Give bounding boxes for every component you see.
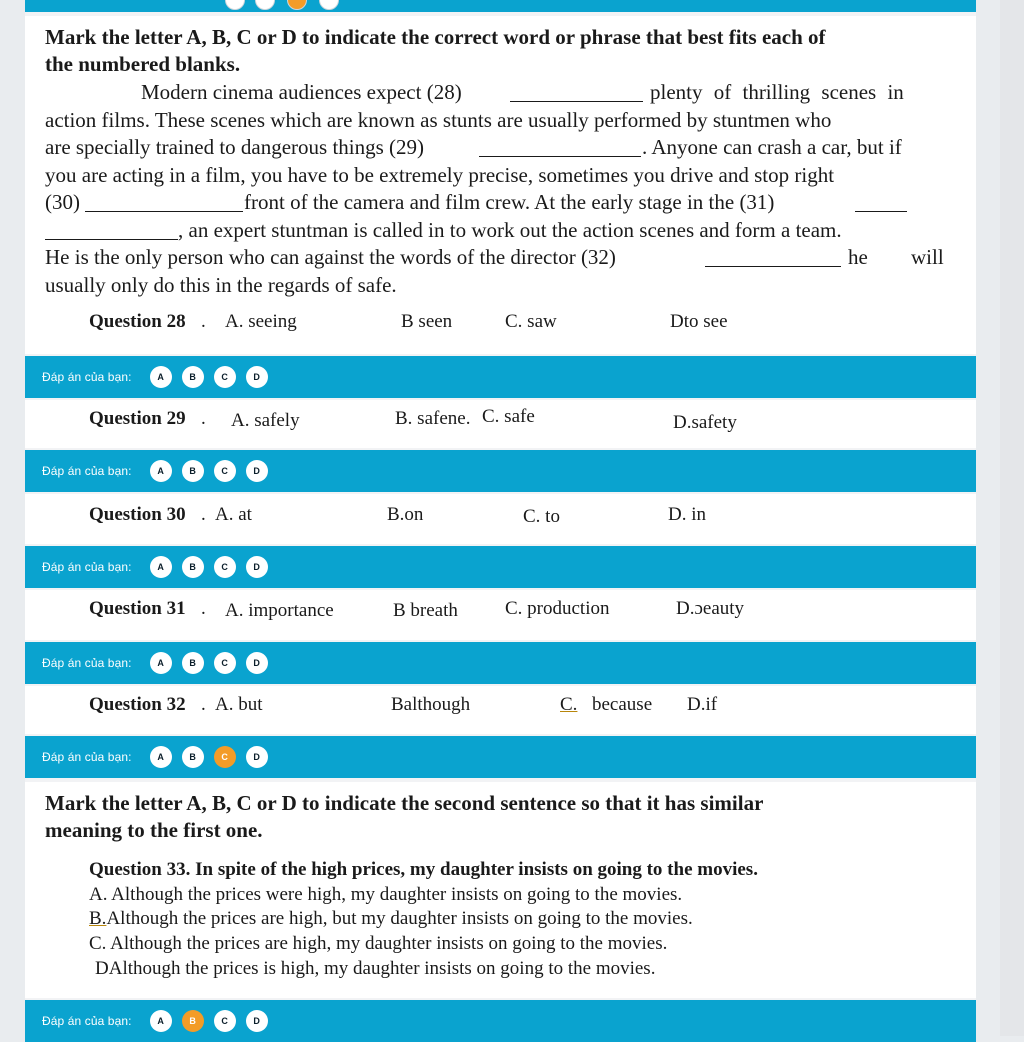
question-28-label: Question 28 xyxy=(89,311,186,332)
question-30-row xyxy=(25,504,976,534)
answer-30-b[interactable]: B xyxy=(182,556,204,578)
answer-bar-28 xyxy=(25,356,976,398)
question-31-card xyxy=(25,590,976,640)
section1-heading-line1: Mark the letter A, B, C or D to indicate the correct word or phrase that best fits each of xyxy=(45,25,826,49)
question-30-option-d: D. in xyxy=(668,504,706,525)
answer-bar-30 xyxy=(25,546,976,588)
answer-32-c[interactable]: C xyxy=(214,746,236,768)
question-29-option-d: D.safety xyxy=(673,412,737,433)
question-30-option-b: B.on xyxy=(387,504,424,525)
section1-heading-line2: the numbered blanks. xyxy=(45,52,241,76)
answer-label: Đáp án của bạn: xyxy=(42,560,132,574)
passage-line6: , an expert stuntman is called in to work out the action scenes and form a team. xyxy=(178,217,842,242)
answer-28-c[interactable]: C xyxy=(214,366,236,388)
question-31-option-d: D.ɔeauty xyxy=(676,598,745,619)
answer-label: Đáp án của bạn: xyxy=(42,750,132,764)
question-32-dot: . xyxy=(201,694,206,715)
question-29-option-c: C. safe xyxy=(482,406,535,427)
question-29-card xyxy=(25,400,976,448)
answer-29-b[interactable]: B xyxy=(182,460,204,482)
worksheet-page xyxy=(25,0,976,1036)
answer-bar-29 xyxy=(25,450,976,492)
blank-31 xyxy=(855,193,907,212)
top-option-d[interactable] xyxy=(319,0,339,10)
answer-30-d[interactable]: D xyxy=(246,556,268,578)
passage-line3a: are specially trained to dangerous things (29) xyxy=(45,135,425,159)
question-32-option-c-mark: C. xyxy=(560,694,578,715)
answer-29-c[interactable]: C xyxy=(214,460,236,482)
answer-bar-32 xyxy=(25,736,976,778)
question-28-dot: . xyxy=(201,311,206,332)
question-30-dot: . xyxy=(201,504,206,525)
question-28-row xyxy=(25,311,976,341)
passage-line5a: (30) xyxy=(45,190,80,214)
answer-bar-31 xyxy=(25,642,976,684)
top-option-c[interactable] xyxy=(287,0,307,10)
question-29-row xyxy=(25,408,976,438)
answer-31-d[interactable]: D xyxy=(246,652,268,674)
question-33-option-b xyxy=(89,906,693,931)
answer-30-a[interactable]: A xyxy=(150,556,172,578)
question-28-option-c: C. saw xyxy=(505,311,557,332)
question-33-stem xyxy=(89,857,758,882)
scrollbar[interactable] xyxy=(1000,0,1024,1036)
answer-33-a[interactable]: A xyxy=(150,1010,172,1032)
question-31-label: Question 31 xyxy=(89,598,186,619)
question-31-option-b: B breath xyxy=(393,600,458,621)
question-30-option-a: A. at xyxy=(215,504,252,525)
blank-30 xyxy=(85,193,243,212)
answer-label: Đáp án của bạn: xyxy=(42,464,132,478)
question-29-option-b: B. safene. xyxy=(395,408,471,429)
answer-31-b[interactable]: B xyxy=(182,652,204,674)
passage-line7a: He is the only person who can against the words of the director (32) xyxy=(45,245,616,269)
answer-33-b[interactable]: B xyxy=(182,1010,204,1032)
passage-line7b: he xyxy=(848,245,868,269)
answer-33-d[interactable]: D xyxy=(246,1010,268,1032)
question-32-option-c: because xyxy=(592,694,653,715)
top-option-b[interactable] xyxy=(255,0,275,10)
passage-line8: usually only do this in the regards of safe. xyxy=(45,272,397,297)
question-32-option-b: Balthough xyxy=(391,694,471,715)
passage-line5b: front of the camera and film crew. At the early stage in the (31) xyxy=(244,190,775,214)
answer-28-b[interactable]: B xyxy=(182,366,204,388)
question-33-label: Question 33 xyxy=(89,859,186,880)
answer-31-a[interactable]: A xyxy=(150,652,172,674)
blank-29 xyxy=(479,138,641,157)
answer-label: Đáp án của bạn: xyxy=(42,370,132,384)
answer-32-a[interactable]: A xyxy=(150,746,172,768)
answer-33-c[interactable]: C xyxy=(214,1010,236,1032)
blank-31-cont xyxy=(45,221,178,240)
top-option-a[interactable] xyxy=(225,0,245,10)
question-32-card xyxy=(25,686,976,734)
question-31-row xyxy=(25,598,976,628)
answer-29-a[interactable]: A xyxy=(150,460,172,482)
blank-32 xyxy=(705,248,841,267)
top-answer-bar xyxy=(25,0,976,12)
question-29-option-a: A. safely xyxy=(231,410,300,431)
passage-line4: you are acting in a film, you have to be extremely precise, sometimes you drive and stop right xyxy=(45,162,835,187)
question-33-option-a: A. Although the prices were high, my daughter insists on going to the movies. xyxy=(89,884,683,905)
question-31-option-a: A. importance xyxy=(225,600,334,621)
question-33-option-d: DAlthough the prices is high, my daughter insists on going to the movies. xyxy=(95,958,656,979)
passage-text xyxy=(45,79,951,299)
question-28-option-b: B seen xyxy=(401,311,453,332)
answer-label: Đáp án của bạn: xyxy=(42,656,132,670)
answer-29-d[interactable]: D xyxy=(246,460,268,482)
answer-label: Đáp án của bạn: xyxy=(42,1014,132,1028)
answer-28-a[interactable]: A xyxy=(150,366,172,388)
question-28-option-d: Dto see xyxy=(670,311,728,332)
question-33-text: . In spite of the high prices, my daughter insists on going to the movies. xyxy=(185,859,758,880)
question-32-label: Question 32 xyxy=(89,694,186,715)
question-32-option-d: D.if xyxy=(687,694,718,715)
answer-32-b[interactable]: B xyxy=(182,746,204,768)
question-28-option-a: A. seeing xyxy=(225,311,297,332)
answer-30-c[interactable]: C xyxy=(214,556,236,578)
question-30-option-c: C. to xyxy=(523,506,560,527)
passage-line2: action films. These scenes which are known as stunts are usually performed by stuntmen who xyxy=(45,107,832,132)
answer-32-d[interactable]: D xyxy=(246,746,268,768)
question-32-row xyxy=(25,694,976,724)
section2-heading-line2: meaning to the first one. xyxy=(45,818,263,842)
question-33-option-c: C. Although the prices are high, my daughter insists on going to the movies. xyxy=(89,933,668,954)
question-31-dot: . xyxy=(201,598,206,619)
passage-line3b: . Anyone can crash a car, but if xyxy=(642,135,902,159)
question-29-label: Question 29 xyxy=(89,408,186,429)
blank-28 xyxy=(510,83,643,102)
passage-card xyxy=(25,16,976,354)
section2-heading-line1: Mark the letter A, B, C or D to indicate the second sentence so that it has similar xyxy=(45,791,764,815)
question-32-option-a: A. but xyxy=(215,694,263,715)
question-33-option-b-text: Although the prices are high, but my daughter insists on going to the movies. xyxy=(106,908,693,929)
answer-31-c[interactable]: C xyxy=(214,652,236,674)
question-30-label: Question 30 xyxy=(89,504,186,525)
question-31-option-c: C. production xyxy=(505,598,610,619)
answer-28-d[interactable]: D xyxy=(246,366,268,388)
question-29-dot: . xyxy=(201,408,206,429)
passage-line1b: plenty of thrilling scenes in xyxy=(650,80,904,104)
question-33-option-b-mark: B. xyxy=(89,908,107,929)
passage-line7c: will xyxy=(911,245,944,269)
passage-line1a: Modern cinema audiences expect (28) xyxy=(141,80,462,104)
section2-card xyxy=(25,782,976,998)
question-30-card xyxy=(25,494,976,544)
